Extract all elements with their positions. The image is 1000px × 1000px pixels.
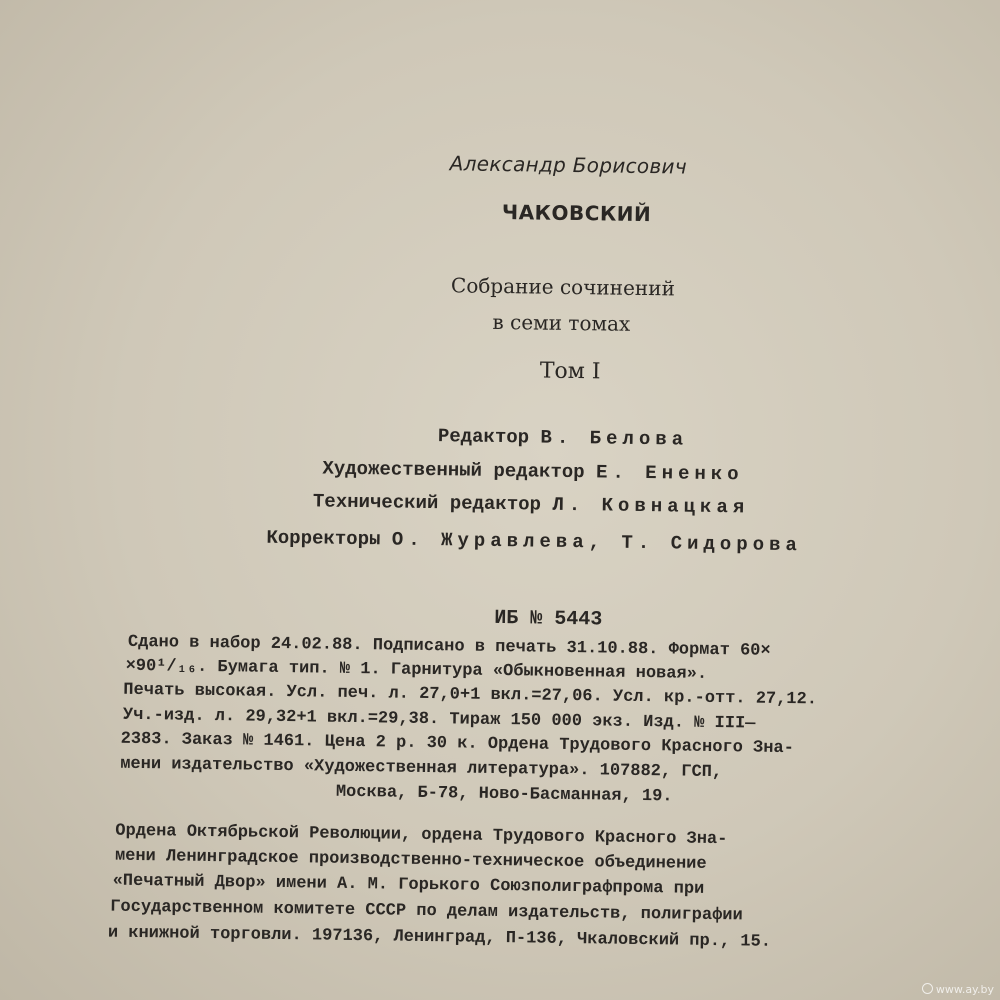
watermark-logo-icon	[922, 983, 933, 994]
credit-art-editor	[322, 458, 744, 486]
collection-title: Собрание сочинений	[450, 273, 676, 301]
imprint-line: ×90¹/₁₆. Бумага тип. № 1. Гарнитура «Обыкновенная новая».	[125, 656, 708, 684]
credit-role: Художественный редактор	[322, 457, 585, 484]
imprint-line: Сдано в набор 24.02.88. Подписано в печать 31.10.88. Формат 60×	[127, 632, 771, 661]
imprint-line: мени издательство «Художественная литература». 107882, ГСП,	[120, 754, 723, 783]
credit-role: Редактор	[437, 425, 530, 449]
credit-role: Корректоры	[266, 526, 381, 551]
printer-line: мени Ленинградское производственно-техническое объединение	[114, 846, 707, 874]
collection-subtitle: в семи томах	[492, 309, 631, 336]
printer-line: Государственном комитете СССР по делам издательств, полиграфии	[110, 897, 743, 926]
site-watermark	[922, 983, 994, 996]
ib-number: ИБ № 5443	[494, 606, 603, 632]
imprint-line: Москва, Б-78, Ново-Басманная, 19.	[335, 782, 673, 807]
printer-line: «Печатный Двор» имени А. М. Горького Союзполиграфпрома при	[112, 871, 705, 899]
imprint-line: 2383. Заказ № 1461. Цена 2 р. 30 к. Ордена Трудового Красного Зна-	[120, 729, 795, 759]
author-surname: ЧАКОВСКИЙ	[501, 200, 652, 227]
author-name: Александр Борисович	[449, 151, 688, 179]
printer-line: и книжной торговли. 197136, Ленинград, П-136, Чкаловский пр., 15.	[107, 923, 772, 952]
volume-number: Том I	[539, 358, 601, 385]
credit-names: О. Журавлева, Т. Сидорова	[391, 528, 803, 557]
printer-line: Ордена Октябрьской Революции, ордена Трудового Красного Зна-	[115, 821, 728, 850]
credit-editor	[438, 425, 689, 450]
imprint-line: Уч.-изд. л. 29,32+1 вкл.=29,38. Тираж 150 000 экз. Изд. № III—	[122, 705, 756, 734]
credit-tech-editor	[313, 490, 750, 518]
credit-names: В. Белова	[540, 426, 689, 451]
credit-proofreaders	[266, 527, 802, 556]
imprint-line: Печать высокая. Усл. печ. л. 27,0+1 вкл.=27,06. Усл. кр.-отт. 27,12.	[123, 680, 818, 710]
credit-names: Л. Ковнацкая	[552, 493, 750, 519]
watermark-text: www.ay.by	[935, 983, 994, 996]
credit-role: Технический редактор	[312, 490, 542, 516]
credit-names: Е. Ененко	[595, 461, 744, 486]
